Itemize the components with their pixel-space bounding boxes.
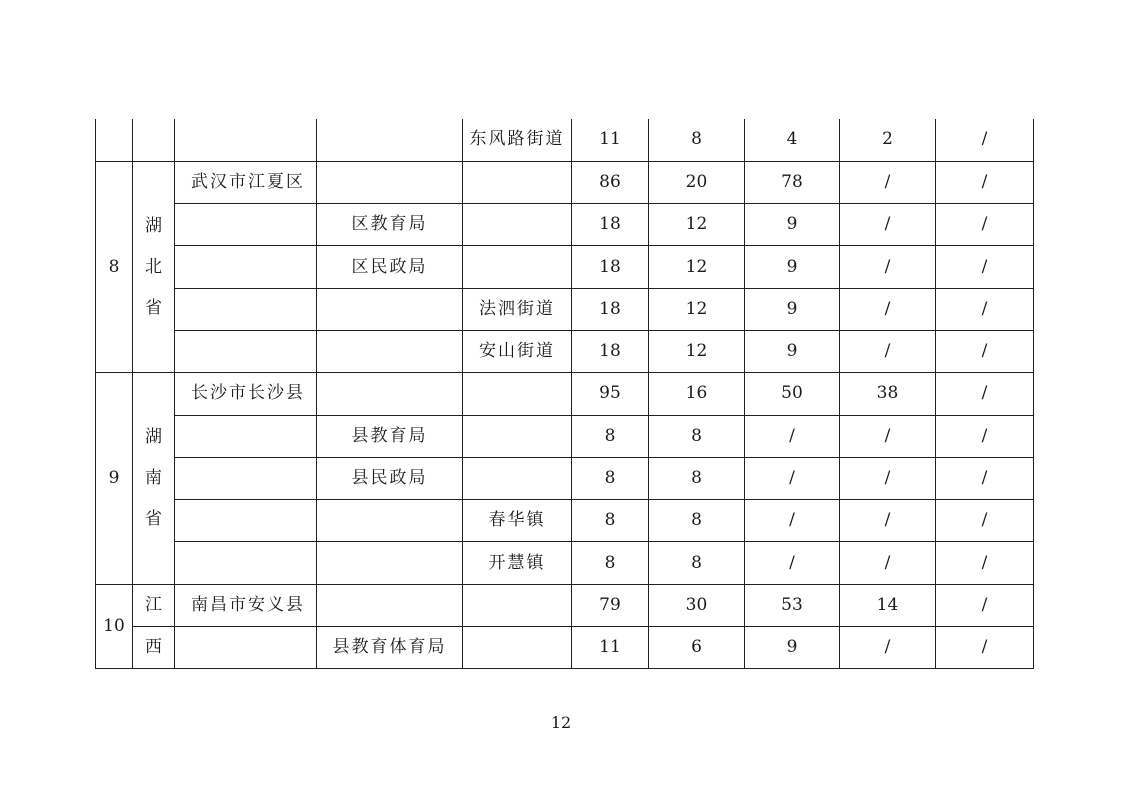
page-number: 12 (550, 713, 572, 732)
value-cell: / (936, 330, 1034, 372)
value-cell: 6 (649, 627, 745, 669)
value-cell: 8 (572, 542, 649, 584)
table-row (96, 542, 1034, 584)
value-cell: 9 (745, 330, 840, 372)
value-cell: / (936, 161, 1034, 203)
level2-unit (317, 288, 463, 330)
level1-unit: 长沙市长沙县 (175, 373, 317, 415)
value-cell: 12 (649, 246, 745, 288)
value-cell: 4 (745, 119, 840, 161)
province-char: 省 (145, 297, 162, 318)
value-cell: 50 (745, 373, 840, 415)
value-cell: / (745, 415, 840, 457)
value-cell: 9 (745, 246, 840, 288)
value-cell: 18 (572, 204, 649, 246)
level3-unit (463, 246, 572, 288)
province-char: 南 (145, 468, 162, 489)
seq-number: 8 (96, 161, 133, 372)
value-cell: 8 (572, 500, 649, 542)
value-cell: 2 (840, 119, 936, 161)
value-cell: 12 (649, 330, 745, 372)
level3-unit: 春华镇 (463, 500, 572, 542)
value-cell: 86 (572, 161, 649, 203)
province-char: 江 (133, 584, 175, 626)
level1-unit (175, 627, 317, 669)
level1-unit (175, 330, 317, 372)
seq-number: 9 (96, 373, 133, 584)
level2-unit (317, 161, 463, 203)
table-row (96, 373, 1034, 415)
value-cell: 18 (572, 288, 649, 330)
level3-unit (463, 373, 572, 415)
level2-unit (317, 373, 463, 415)
value-cell: / (936, 246, 1034, 288)
value-cell: 16 (649, 373, 745, 415)
table-row (96, 415, 1034, 457)
level2-unit: 县教育体育局 (317, 627, 463, 669)
value-cell: 78 (745, 161, 840, 203)
province-name (133, 161, 175, 372)
seq-cell (96, 119, 133, 161)
value-cell: 18 (572, 330, 649, 372)
table-row (96, 161, 1034, 203)
value-cell: / (936, 500, 1034, 542)
level1-unit (175, 457, 317, 499)
value-cell: / (840, 542, 936, 584)
value-cell: 8 (572, 457, 649, 499)
value-cell: 53 (745, 584, 840, 626)
table-row (96, 204, 1034, 246)
value-cell: 8 (649, 542, 745, 584)
province-char: 湖 (145, 427, 162, 448)
level2-unit: 县教育局 (317, 415, 463, 457)
value-cell: 11 (572, 627, 649, 669)
value-cell: / (936, 204, 1034, 246)
level1-unit (175, 246, 317, 288)
value-cell: / (840, 415, 936, 457)
level3-unit (463, 457, 572, 499)
value-cell: 8 (572, 415, 649, 457)
province-cell (133, 119, 175, 161)
province-name (133, 373, 175, 584)
table-row (96, 330, 1034, 372)
value-cell: / (936, 119, 1034, 161)
level3-unit (463, 204, 572, 246)
table-row (96, 500, 1034, 542)
table-row (96, 246, 1034, 288)
value-cell: 12 (649, 288, 745, 330)
value-cell: / (840, 288, 936, 330)
value-cell: 8 (649, 457, 745, 499)
value-cell: 38 (840, 373, 936, 415)
value-cell: / (936, 542, 1034, 584)
level1-unit: 武汉市江夏区 (175, 161, 317, 203)
level3-unit (463, 584, 572, 626)
table-row (96, 119, 1034, 161)
province-char: 湖 (145, 215, 162, 236)
level3-unit (463, 415, 572, 457)
level1-unit (175, 204, 317, 246)
level2-unit (317, 542, 463, 584)
value-cell: / (840, 204, 936, 246)
level1-unit (175, 415, 317, 457)
value-cell: / (840, 246, 936, 288)
value-cell: 8 (649, 415, 745, 457)
value-cell: / (745, 542, 840, 584)
level2-unit: 区民政局 (317, 246, 463, 288)
value-cell: / (840, 627, 936, 669)
level1-unit: 南昌市安义县 (175, 584, 317, 626)
level3-unit: 安山街道 (463, 330, 572, 372)
level1-unit (175, 542, 317, 584)
value-cell: 8 (649, 500, 745, 542)
level2-unit (317, 500, 463, 542)
value-cell: / (936, 373, 1034, 415)
value-cell: 8 (649, 119, 745, 161)
value-cell: 9 (745, 627, 840, 669)
value-cell: 20 (649, 161, 745, 203)
statistics-table (95, 119, 1034, 669)
value-cell: 9 (745, 204, 840, 246)
table-row (96, 457, 1034, 499)
table-row (96, 627, 1034, 669)
value-cell: / (936, 288, 1034, 330)
level3-unit (463, 161, 572, 203)
value-cell: 12 (649, 204, 745, 246)
value-cell: 9 (745, 288, 840, 330)
value-cell: / (936, 627, 1034, 669)
value-cell: / (936, 584, 1034, 626)
value-cell: 95 (572, 373, 649, 415)
value-cell: 14 (840, 584, 936, 626)
value-cell: 30 (649, 584, 745, 626)
seq-number: 10 (96, 584, 133, 669)
value-cell: / (745, 500, 840, 542)
value-cell: / (840, 457, 936, 499)
province-char: 西 (133, 627, 175, 669)
level1-unit (175, 500, 317, 542)
value-cell: / (840, 330, 936, 372)
level3-unit: 东风路街道 (463, 119, 572, 161)
value-cell: 11 (572, 119, 649, 161)
level2-unit (317, 584, 463, 626)
table-row (96, 584, 1034, 626)
value-cell: 79 (572, 584, 649, 626)
level1-unit (175, 119, 317, 161)
value-cell: / (936, 415, 1034, 457)
province-char: 省 (145, 509, 162, 530)
level1-unit (175, 288, 317, 330)
value-cell: / (936, 457, 1034, 499)
level3-unit: 法泗街道 (463, 288, 572, 330)
level2-unit (317, 330, 463, 372)
province-char: 北 (145, 256, 162, 277)
level2-unit (317, 119, 463, 161)
level2-unit: 县民政局 (317, 457, 463, 499)
value-cell: 18 (572, 246, 649, 288)
table-row (96, 288, 1034, 330)
value-cell: / (840, 500, 936, 542)
level2-unit: 区教育局 (317, 204, 463, 246)
value-cell: / (745, 457, 840, 499)
level3-unit (463, 627, 572, 669)
value-cell: / (840, 161, 936, 203)
level3-unit: 开慧镇 (463, 542, 572, 584)
